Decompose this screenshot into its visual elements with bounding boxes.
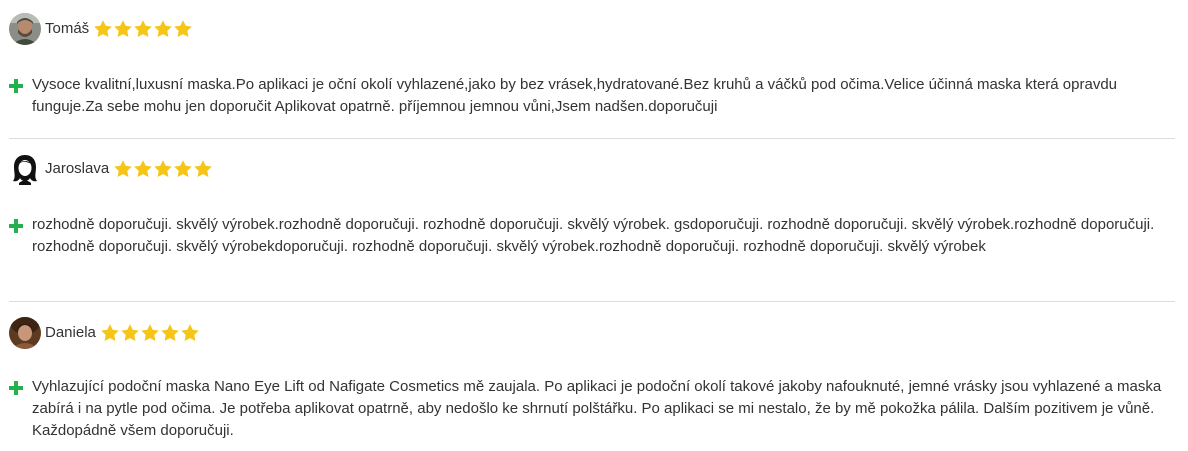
star-icon: [173, 159, 193, 179]
female-silhouette-avatar-icon: [9, 153, 41, 185]
avatar[interactable]: [9, 153, 41, 185]
review-body: [9, 78, 1175, 118]
user-photo-avatar-icon: [9, 13, 41, 45]
star-icon: [120, 323, 140, 343]
plus-icon: [9, 219, 23, 233]
review-item: [9, 316, 1175, 442]
divider: [9, 138, 1175, 139]
avatar[interactable]: [9, 13, 41, 45]
plus-icon: [9, 381, 23, 395]
star-icon: [113, 19, 133, 39]
review-item: [9, 12, 1175, 118]
star-rating: [100, 323, 200, 343]
star-rating: [113, 159, 213, 179]
star-rating: [93, 19, 193, 39]
star-icon: [180, 323, 200, 343]
review-item: [9, 152, 1175, 258]
plus-icon: [9, 79, 23, 93]
review-text: rozhodně doporučuji. skvělý výrobek.rozhodně doporučuji. rozhodně doporučuji. skvělý výrobek. gsdoporučuji. rozhodně doporučuji. skvělý výrobek.rozhodně doporučuji. rozhodně doporučuji. skvělý výrobekdoporučuji. rozhodně doporučuji. skvělý výrobek.rozhodně doporučuji. rozhodně doporučuji. skvělý výrobek: [32, 216, 1155, 255]
star-icon: [153, 19, 173, 39]
reviewer-name: Jaroslava: [45, 160, 110, 177]
reviewer-name: Daniela: [45, 324, 96, 341]
review-body: [9, 218, 1175, 258]
review-header: [9, 152, 1175, 186]
star-icon: [100, 323, 120, 343]
star-icon: [133, 19, 153, 39]
user-photo-avatar-icon: [9, 317, 41, 349]
star-icon: [193, 159, 213, 179]
star-icon: [133, 159, 153, 179]
star-icon: [93, 19, 113, 39]
review-body: [9, 380, 1175, 442]
star-icon: [140, 323, 160, 343]
review-text: Vysoce kvalitní,luxusní maska.Po aplikaci je oční okolí vyhlazené,jako by bez vrásek,hydratované.Bez kruhů a váčků pod očima.Velice účinná maska která opravdu funguje.Za sebe mohu jen doporučit Aplikovat opatrně. příjemnou jemnou vůni,Jsem nadšen.doporučuji: [32, 76, 1118, 115]
divider: [9, 301, 1175, 302]
star-icon: [160, 323, 180, 343]
reviewer-name: Tomáš: [45, 20, 90, 37]
star-icon: [113, 159, 133, 179]
review-text: Vyhlazující podoční maska Nano Eye Lift od Nafigate Cosmetics mě zaujala. Po aplikaci je podoční okolí takové jakoby nafouknuté, jemné vrásky jsou vyhlazené a maska zabírá i na pytle pod očima. Je potřeba aplikovat opatrně, aby nedošlo ke shrnutí polštářku. Po aplikaci se mi nestalo, že by mě pokožka pálila. Dalším pozitivem je vůně. Každopádně všem doporučuji.: [32, 378, 1162, 439]
avatar[interactable]: [9, 317, 41, 349]
review-header: [9, 316, 1175, 350]
star-icon: [173, 19, 193, 39]
star-icon: [153, 159, 173, 179]
review-header: [9, 12, 1175, 46]
